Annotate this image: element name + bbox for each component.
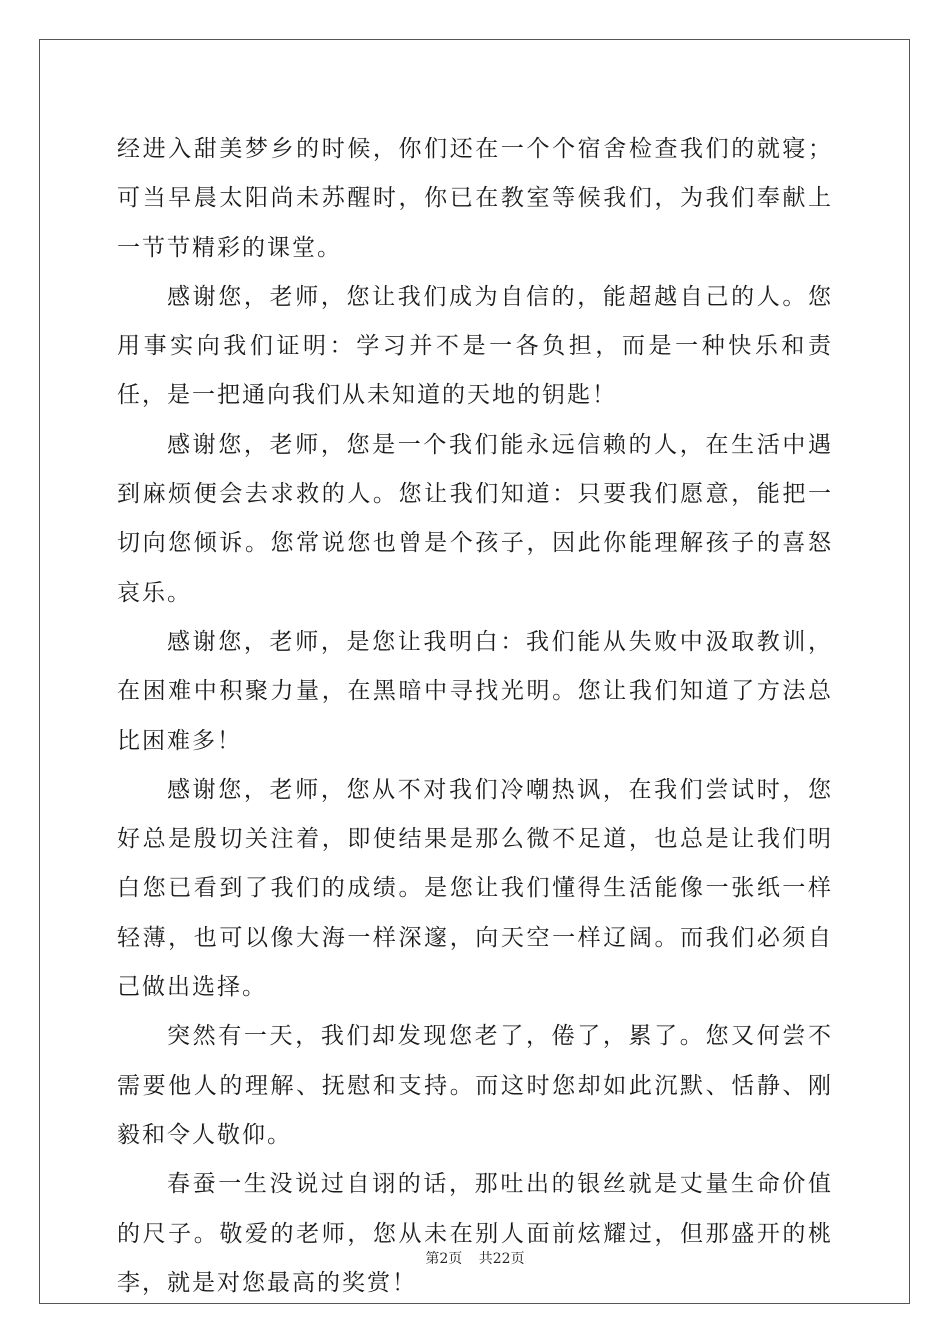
paragraph: 感谢您，老师，是您让我明白：我们能从失败中汲取教训，在困难中积聚力量，在黑暗中寻找光明。您让我们知道了方法总比困难多！: [117, 628, 833, 754]
page-footer: [0, 1248, 950, 1268]
document-body: [117, 125, 833, 1308]
paragraph: 突然有一天，我们却发现您老了，倦了，累了。您又何尝不需要他人的理解、抚慰和支持。而这时您却如此沉默、恬静、刚毅和令人敬仰。: [117, 1023, 833, 1148]
paragraph: 经进入甜美梦乡的时候，你们还在一个个宿舍检查我们的就寝；可当早晨太阳尚未苏醒时，你已在教室等候我们，为我们奉献上一节节精彩的课堂。: [117, 136, 833, 261]
paragraph: 感谢您，老师，您让我们成为自信的，能超越自己的人。您用事实向我们证明：学习并不是一各负担，而是一种快乐和责任，是一把通向我们从未知道的天地的钥匙！: [117, 283, 833, 409]
page-number: 第2页: [425, 1251, 463, 1267]
paragraph: 感谢您，老师，您是一个我们能永远信赖的人，在生活中遇到麻烦便会去求救的人。您让我们知道：只要我们愿意，能把一切向您倾诉。您常说您也曾是个孩子，因此你能理解孩子的喜怒哀乐。: [117, 431, 833, 606]
page-total: 共22页: [478, 1251, 525, 1267]
paragraph: 感谢您，老师，您从不对我们冷嘲热讽，在我们尝试时，您好总是殷切关注着，即使结果是那么微不足道，也总是让我们明白您已看到了我们的成绩。是您让我们懂得生活能像一张纸一样轻薄，也可以像大海一样深邃，向天空一样辽阔。而我们必须自己做出选择。: [117, 776, 833, 1001]
paragraph: 春蚕一生没说过自诩的话，那吐出的银丝就是丈量生命价值的尺子。敬爱的老师，您从未在别人面前炫耀过，但那盛开的桃李，就是对您最高的奖赏！: [117, 1171, 833, 1296]
